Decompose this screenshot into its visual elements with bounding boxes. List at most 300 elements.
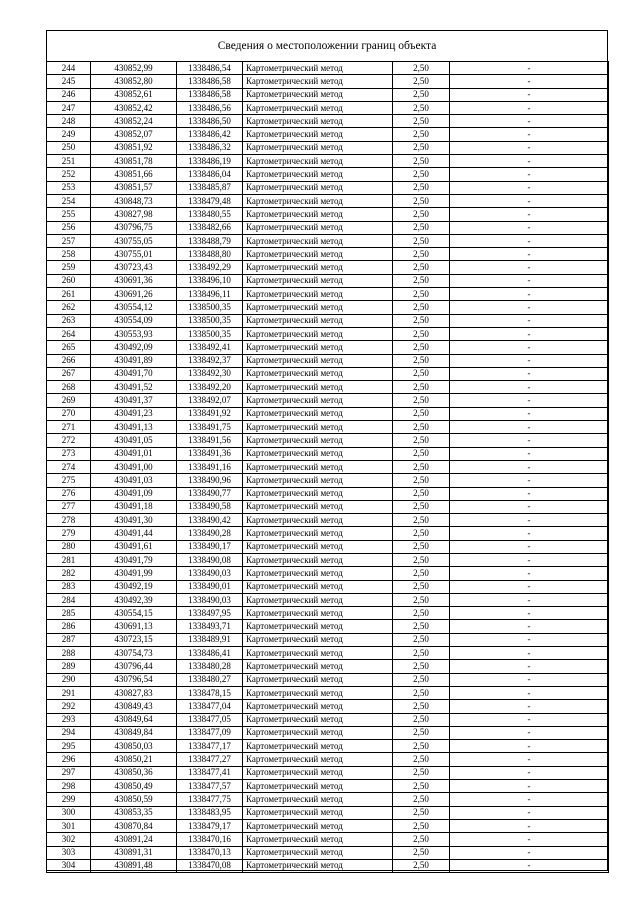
description-cell: - bbox=[450, 620, 609, 633]
description-cell: - bbox=[450, 314, 609, 327]
table-row bbox=[47, 367, 609, 380]
point-number-cell: 297 bbox=[47, 766, 91, 779]
method-cell: Картометрический метод bbox=[243, 354, 393, 367]
point-number-cell: 256 bbox=[47, 221, 91, 234]
table-row bbox=[47, 208, 609, 221]
table-row bbox=[47, 381, 609, 394]
y-coordinate-cell: 1338491,16 bbox=[177, 460, 243, 473]
accuracy-cell: 2,50 bbox=[393, 859, 450, 872]
accuracy-cell: 2,50 bbox=[393, 567, 450, 580]
description-cell: - bbox=[450, 593, 609, 606]
x-coordinate-cell: 430491,30 bbox=[91, 514, 177, 527]
x-coordinate-cell: 430755,01 bbox=[91, 248, 177, 261]
y-coordinate-cell: 1338486,41 bbox=[177, 647, 243, 660]
description-cell: - bbox=[450, 686, 609, 699]
point-number-cell: 291 bbox=[47, 686, 91, 699]
description-cell: - bbox=[450, 553, 609, 566]
method-cell: Картометрический метод bbox=[243, 580, 393, 593]
point-number-cell: 276 bbox=[47, 487, 91, 500]
description-cell: - bbox=[450, 327, 609, 340]
method-cell: Картометрический метод bbox=[243, 593, 393, 606]
y-coordinate-cell: 1338486,54 bbox=[177, 62, 243, 75]
method-cell: Картометрический метод bbox=[243, 819, 393, 832]
method-cell: Картометрический метод bbox=[243, 740, 393, 753]
x-coordinate-cell: 430796,44 bbox=[91, 660, 177, 673]
table-row bbox=[47, 620, 609, 633]
accuracy-cell: 2,50 bbox=[393, 208, 450, 221]
x-coordinate-cell: 430723,15 bbox=[91, 633, 177, 646]
point-number-cell: 286 bbox=[47, 620, 91, 633]
accuracy-cell: 2,50 bbox=[393, 181, 450, 194]
method-cell: Картометрический метод bbox=[243, 633, 393, 646]
accuracy-cell: 2,50 bbox=[393, 686, 450, 699]
method-cell: Картометрический метод bbox=[243, 155, 393, 168]
point-number-cell: 268 bbox=[47, 381, 91, 394]
table-row bbox=[47, 567, 609, 580]
accuracy-cell: 2,50 bbox=[393, 607, 450, 620]
description-cell: - bbox=[450, 274, 609, 287]
method-cell: Картометрический метод bbox=[243, 128, 393, 141]
point-number-cell: 299 bbox=[47, 793, 91, 806]
method-cell: Картометрический метод bbox=[243, 274, 393, 287]
y-coordinate-cell: 1338492,41 bbox=[177, 341, 243, 354]
accuracy-cell: 2,50 bbox=[393, 487, 450, 500]
y-coordinate-cell: 1338486,19 bbox=[177, 155, 243, 168]
table-row bbox=[47, 341, 609, 354]
accuracy-cell: 2,50 bbox=[393, 553, 450, 566]
method-cell: Картометрический метод bbox=[243, 221, 393, 234]
method-cell: Картометрический метод bbox=[243, 101, 393, 114]
accuracy-cell: 2,50 bbox=[393, 620, 450, 633]
table-row bbox=[47, 487, 609, 500]
accuracy-cell: 2,50 bbox=[393, 301, 450, 314]
x-coordinate-cell: 430850,21 bbox=[91, 753, 177, 766]
y-coordinate-cell: 1338479,17 bbox=[177, 819, 243, 832]
y-coordinate-cell: 1338490,03 bbox=[177, 593, 243, 606]
description-cell: - bbox=[450, 660, 609, 673]
y-coordinate-cell: 1338491,92 bbox=[177, 407, 243, 420]
accuracy-cell: 2,50 bbox=[393, 593, 450, 606]
x-coordinate-cell: 430891,31 bbox=[91, 846, 177, 859]
y-coordinate-cell: 1338486,32 bbox=[177, 141, 243, 154]
y-coordinate-cell: 1338496,10 bbox=[177, 274, 243, 287]
y-coordinate-cell: 1338480,27 bbox=[177, 673, 243, 686]
description-cell: - bbox=[450, 288, 609, 301]
y-coordinate-cell: 1338488,80 bbox=[177, 248, 243, 261]
point-number-cell: 279 bbox=[47, 527, 91, 540]
point-number-cell: 273 bbox=[47, 447, 91, 460]
y-coordinate-cell: 1338490,96 bbox=[177, 474, 243, 487]
method-cell: Картометрический метод bbox=[243, 766, 393, 779]
x-coordinate-cell: 430492,19 bbox=[91, 580, 177, 593]
point-number-cell: 263 bbox=[47, 314, 91, 327]
method-cell: Картометрический метод bbox=[243, 314, 393, 327]
y-coordinate-cell: 1338470,08 bbox=[177, 859, 243, 872]
method-cell: Картометрический метод bbox=[243, 341, 393, 354]
x-coordinate-cell: 430827,98 bbox=[91, 208, 177, 221]
method-cell: Картометрический метод bbox=[243, 673, 393, 686]
y-coordinate-cell: 1338496,11 bbox=[177, 288, 243, 301]
accuracy-cell: 2,50 bbox=[393, 514, 450, 527]
point-number-cell: 296 bbox=[47, 753, 91, 766]
x-coordinate-cell: 430491,52 bbox=[91, 381, 177, 394]
point-number-cell: 295 bbox=[47, 740, 91, 753]
table-row bbox=[47, 407, 609, 420]
table-row bbox=[47, 354, 609, 367]
table-row bbox=[47, 261, 609, 274]
description-cell: - bbox=[450, 261, 609, 274]
table-row bbox=[47, 580, 609, 593]
accuracy-cell: 2,50 bbox=[393, 447, 450, 460]
table-row bbox=[47, 234, 609, 247]
accuracy-cell: 2,50 bbox=[393, 434, 450, 447]
accuracy-cell: 2,50 bbox=[393, 846, 450, 859]
point-number-cell: 246 bbox=[47, 88, 91, 101]
y-coordinate-cell: 1338470,16 bbox=[177, 833, 243, 846]
method-cell: Картометрический метод bbox=[243, 327, 393, 340]
description-cell: - bbox=[450, 726, 609, 739]
accuracy-cell: 2,50 bbox=[393, 314, 450, 327]
x-coordinate-cell: 430491,61 bbox=[91, 540, 177, 553]
table-row bbox=[47, 686, 609, 699]
point-number-cell: 265 bbox=[47, 341, 91, 354]
x-coordinate-cell: 430891,24 bbox=[91, 833, 177, 846]
x-coordinate-cell: 430849,84 bbox=[91, 726, 177, 739]
point-number-cell: 245 bbox=[47, 75, 91, 88]
accuracy-cell: 2,50 bbox=[393, 780, 450, 793]
description-cell: - bbox=[450, 341, 609, 354]
accuracy-cell: 2,50 bbox=[393, 341, 450, 354]
description-cell: - bbox=[450, 500, 609, 513]
method-cell: Картометрический метод bbox=[243, 500, 393, 513]
x-coordinate-cell: 430851,78 bbox=[91, 155, 177, 168]
method-cell: Картометрический метод bbox=[243, 115, 393, 128]
table-row bbox=[47, 593, 609, 606]
accuracy-cell: 2,50 bbox=[393, 673, 450, 686]
method-cell: Картометрический метод bbox=[243, 62, 393, 75]
table-row bbox=[47, 673, 609, 686]
description-cell: - bbox=[450, 806, 609, 819]
accuracy-cell: 2,50 bbox=[393, 274, 450, 287]
table-row bbox=[47, 514, 609, 527]
description-cell: - bbox=[450, 713, 609, 726]
y-coordinate-cell: 1338485,87 bbox=[177, 181, 243, 194]
description-cell: - bbox=[450, 514, 609, 527]
description-cell: - bbox=[450, 567, 609, 580]
point-number-cell: 259 bbox=[47, 261, 91, 274]
table-row bbox=[47, 540, 609, 553]
point-number-cell: 270 bbox=[47, 407, 91, 420]
x-coordinate-cell: 430851,57 bbox=[91, 181, 177, 194]
method-cell: Картометрический метод bbox=[243, 434, 393, 447]
accuracy-cell: 2,50 bbox=[393, 500, 450, 513]
y-coordinate-cell: 1338486,56 bbox=[177, 101, 243, 114]
x-coordinate-cell: 430554,15 bbox=[91, 607, 177, 620]
table-row bbox=[47, 819, 609, 832]
y-coordinate-cell: 1338490,77 bbox=[177, 487, 243, 500]
table-row bbox=[47, 128, 609, 141]
description-cell: - bbox=[450, 846, 609, 859]
table-row bbox=[47, 527, 609, 540]
method-cell: Картометрический метод bbox=[243, 194, 393, 207]
point-number-cell: 281 bbox=[47, 553, 91, 566]
description-cell: - bbox=[450, 766, 609, 779]
table-row bbox=[47, 647, 609, 660]
description-cell: - bbox=[450, 647, 609, 660]
table-row bbox=[47, 394, 609, 407]
accuracy-cell: 2,50 bbox=[393, 700, 450, 713]
accuracy-cell: 2,50 bbox=[393, 75, 450, 88]
point-number-cell: 254 bbox=[47, 194, 91, 207]
point-number-cell: 253 bbox=[47, 181, 91, 194]
y-coordinate-cell: 1338480,55 bbox=[177, 208, 243, 221]
table-row bbox=[47, 301, 609, 314]
x-coordinate-cell: 430852,80 bbox=[91, 75, 177, 88]
method-cell: Картометрический метод bbox=[243, 620, 393, 633]
point-number-cell: 293 bbox=[47, 713, 91, 726]
accuracy-cell: 2,50 bbox=[393, 713, 450, 726]
x-coordinate-cell: 430891,48 bbox=[91, 859, 177, 872]
method-cell: Картометрический метод bbox=[243, 301, 393, 314]
point-number-cell: 288 bbox=[47, 647, 91, 660]
description-cell: - bbox=[450, 354, 609, 367]
point-number-cell: 287 bbox=[47, 633, 91, 646]
accuracy-cell: 2,50 bbox=[393, 248, 450, 261]
x-coordinate-cell: 430723,43 bbox=[91, 261, 177, 274]
table-row bbox=[47, 421, 609, 434]
method-cell: Картометрический метод bbox=[243, 806, 393, 819]
point-number-cell: 301 bbox=[47, 819, 91, 832]
point-number-cell: 249 bbox=[47, 128, 91, 141]
accuracy-cell: 2,50 bbox=[393, 407, 450, 420]
table-row bbox=[47, 700, 609, 713]
description-cell: - bbox=[450, 155, 609, 168]
point-number-cell: 289 bbox=[47, 660, 91, 673]
x-coordinate-cell: 430850,59 bbox=[91, 793, 177, 806]
description-cell: - bbox=[450, 115, 609, 128]
x-coordinate-cell: 430491,37 bbox=[91, 394, 177, 407]
method-cell: Картометрический метод bbox=[243, 487, 393, 500]
x-coordinate-cell: 430491,70 bbox=[91, 367, 177, 380]
accuracy-cell: 2,50 bbox=[393, 327, 450, 340]
description-cell: - bbox=[450, 859, 609, 872]
method-cell: Картометрический метод bbox=[243, 647, 393, 660]
x-coordinate-cell: 430853,35 bbox=[91, 806, 177, 819]
table-row bbox=[47, 793, 609, 806]
table-row bbox=[47, 740, 609, 753]
description-cell: - bbox=[450, 474, 609, 487]
table-row bbox=[47, 288, 609, 301]
method-cell: Картометрический метод bbox=[243, 460, 393, 473]
accuracy-cell: 2,50 bbox=[393, 819, 450, 832]
accuracy-cell: 2,50 bbox=[393, 806, 450, 819]
y-coordinate-cell: 1338490,03 bbox=[177, 567, 243, 580]
point-number-cell: 264 bbox=[47, 327, 91, 340]
x-coordinate-cell: 430491,89 bbox=[91, 354, 177, 367]
point-number-cell: 272 bbox=[47, 434, 91, 447]
description-cell: - bbox=[450, 208, 609, 221]
y-coordinate-cell: 1338490,28 bbox=[177, 527, 243, 540]
table-row bbox=[47, 221, 609, 234]
y-coordinate-cell: 1338477,41 bbox=[177, 766, 243, 779]
y-coordinate-cell: 1338489,91 bbox=[177, 633, 243, 646]
y-coordinate-cell: 1338491,75 bbox=[177, 421, 243, 434]
method-cell: Картометрический метод bbox=[243, 288, 393, 301]
x-coordinate-cell: 430491,79 bbox=[91, 553, 177, 566]
description-cell: - bbox=[450, 181, 609, 194]
accuracy-cell: 2,50 bbox=[393, 793, 450, 806]
x-coordinate-cell: 430491,09 bbox=[91, 487, 177, 500]
description-cell: - bbox=[450, 221, 609, 234]
x-coordinate-cell: 430852,07 bbox=[91, 128, 177, 141]
description-cell: - bbox=[450, 141, 609, 154]
point-number-cell: 290 bbox=[47, 673, 91, 686]
x-coordinate-cell: 430849,43 bbox=[91, 700, 177, 713]
accuracy-cell: 2,50 bbox=[393, 354, 450, 367]
accuracy-cell: 2,50 bbox=[393, 155, 450, 168]
method-cell: Картометрический метод bbox=[243, 394, 393, 407]
accuracy-cell: 2,50 bbox=[393, 540, 450, 553]
description-cell: - bbox=[450, 780, 609, 793]
table-row bbox=[47, 88, 609, 101]
x-coordinate-cell: 430491,03 bbox=[91, 474, 177, 487]
x-coordinate-cell: 430870,84 bbox=[91, 819, 177, 832]
table-row bbox=[47, 460, 609, 473]
description-cell: - bbox=[450, 128, 609, 141]
table-row bbox=[47, 115, 609, 128]
table-title: Сведения о местоположении границ объекта bbox=[217, 40, 437, 52]
point-number-cell: 262 bbox=[47, 301, 91, 314]
table-row bbox=[47, 314, 609, 327]
y-coordinate-cell: 1338477,05 bbox=[177, 713, 243, 726]
method-cell: Картометрический метод bbox=[243, 75, 393, 88]
point-number-cell: 275 bbox=[47, 474, 91, 487]
description-cell: - bbox=[450, 819, 609, 832]
x-coordinate-cell: 430491,05 bbox=[91, 434, 177, 447]
table-row bbox=[47, 660, 609, 673]
method-cell: Картометрический метод bbox=[243, 421, 393, 434]
x-coordinate-cell: 430491,01 bbox=[91, 447, 177, 460]
x-coordinate-cell: 430491,00 bbox=[91, 460, 177, 473]
description-cell: - bbox=[450, 394, 609, 407]
table-row bbox=[47, 806, 609, 819]
description-cell: - bbox=[450, 381, 609, 394]
table-row bbox=[47, 155, 609, 168]
table-row bbox=[47, 327, 609, 340]
description-cell: - bbox=[450, 88, 609, 101]
y-coordinate-cell: 1338488,79 bbox=[177, 234, 243, 247]
table-row bbox=[47, 141, 609, 154]
point-number-cell: 298 bbox=[47, 780, 91, 793]
description-cell: - bbox=[450, 168, 609, 181]
accuracy-cell: 2,50 bbox=[393, 740, 450, 753]
point-number-cell: 257 bbox=[47, 234, 91, 247]
boundary-table-frame bbox=[46, 30, 608, 871]
accuracy-cell: 2,50 bbox=[393, 288, 450, 301]
y-coordinate-cell: 1338497,95 bbox=[177, 607, 243, 620]
accuracy-cell: 2,50 bbox=[393, 660, 450, 673]
accuracy-cell: 2,50 bbox=[393, 527, 450, 540]
y-coordinate-cell: 1338492,37 bbox=[177, 354, 243, 367]
table-row bbox=[47, 846, 609, 859]
y-coordinate-cell: 1338477,75 bbox=[177, 793, 243, 806]
x-coordinate-cell: 430491,99 bbox=[91, 567, 177, 580]
method-cell: Картометрический метод bbox=[243, 407, 393, 420]
point-number-cell: 252 bbox=[47, 168, 91, 181]
y-coordinate-cell: 1338486,50 bbox=[177, 115, 243, 128]
table-row bbox=[47, 859, 609, 872]
accuracy-cell: 2,50 bbox=[393, 115, 450, 128]
coordinates-table bbox=[46, 61, 609, 873]
description-cell: - bbox=[450, 301, 609, 314]
method-cell: Картометрический метод bbox=[243, 833, 393, 846]
method-cell: Картометрический метод bbox=[243, 474, 393, 487]
accuracy-cell: 2,50 bbox=[393, 633, 450, 646]
y-coordinate-cell: 1338490,42 bbox=[177, 514, 243, 527]
x-coordinate-cell: 430850,36 bbox=[91, 766, 177, 779]
y-coordinate-cell: 1338477,27 bbox=[177, 753, 243, 766]
method-cell: Картометрический метод bbox=[243, 367, 393, 380]
y-coordinate-cell: 1338477,09 bbox=[177, 726, 243, 739]
table-row bbox=[47, 194, 609, 207]
table-row bbox=[47, 62, 609, 75]
x-coordinate-cell: 430754,73 bbox=[91, 647, 177, 660]
table-row bbox=[47, 474, 609, 487]
description-cell: - bbox=[450, 487, 609, 500]
x-coordinate-cell: 430491,23 bbox=[91, 407, 177, 420]
y-coordinate-cell: 1338477,57 bbox=[177, 780, 243, 793]
method-cell: Картометрический метод bbox=[243, 261, 393, 274]
method-cell: Картометрический метод bbox=[243, 234, 393, 247]
description-cell: - bbox=[450, 607, 609, 620]
method-cell: Картометрический метод bbox=[243, 540, 393, 553]
description-cell: - bbox=[450, 673, 609, 686]
x-coordinate-cell: 430554,09 bbox=[91, 314, 177, 327]
y-coordinate-cell: 1338482,66 bbox=[177, 221, 243, 234]
accuracy-cell: 2,50 bbox=[393, 261, 450, 274]
y-coordinate-cell: 1338479,48 bbox=[177, 194, 243, 207]
description-cell: - bbox=[450, 460, 609, 473]
x-coordinate-cell: 430491,18 bbox=[91, 500, 177, 513]
table-row bbox=[47, 101, 609, 114]
x-coordinate-cell: 430850,49 bbox=[91, 780, 177, 793]
method-cell: Картометрический метод bbox=[243, 553, 393, 566]
accuracy-cell: 2,50 bbox=[393, 753, 450, 766]
table-row bbox=[47, 500, 609, 513]
description-cell: - bbox=[450, 234, 609, 247]
description-cell: - bbox=[450, 633, 609, 646]
x-coordinate-cell: 430492,09 bbox=[91, 341, 177, 354]
point-number-cell: 261 bbox=[47, 288, 91, 301]
point-number-cell: 258 bbox=[47, 248, 91, 261]
accuracy-cell: 2,50 bbox=[393, 580, 450, 593]
method-cell: Картометрический метод bbox=[243, 793, 393, 806]
accuracy-cell: 2,50 bbox=[393, 141, 450, 154]
y-coordinate-cell: 1338470,13 bbox=[177, 846, 243, 859]
y-coordinate-cell: 1338490,08 bbox=[177, 553, 243, 566]
x-coordinate-cell: 430851,66 bbox=[91, 168, 177, 181]
y-coordinate-cell: 1338480,28 bbox=[177, 660, 243, 673]
point-number-cell: 277 bbox=[47, 500, 91, 513]
x-coordinate-cell: 430691,26 bbox=[91, 288, 177, 301]
method-cell: Картометрический метод bbox=[243, 88, 393, 101]
x-coordinate-cell: 430796,75 bbox=[91, 221, 177, 234]
point-number-cell: 278 bbox=[47, 514, 91, 527]
point-number-cell: 304 bbox=[47, 859, 91, 872]
y-coordinate-cell: 1338486,42 bbox=[177, 128, 243, 141]
description-cell: - bbox=[450, 101, 609, 114]
description-cell: - bbox=[450, 367, 609, 380]
